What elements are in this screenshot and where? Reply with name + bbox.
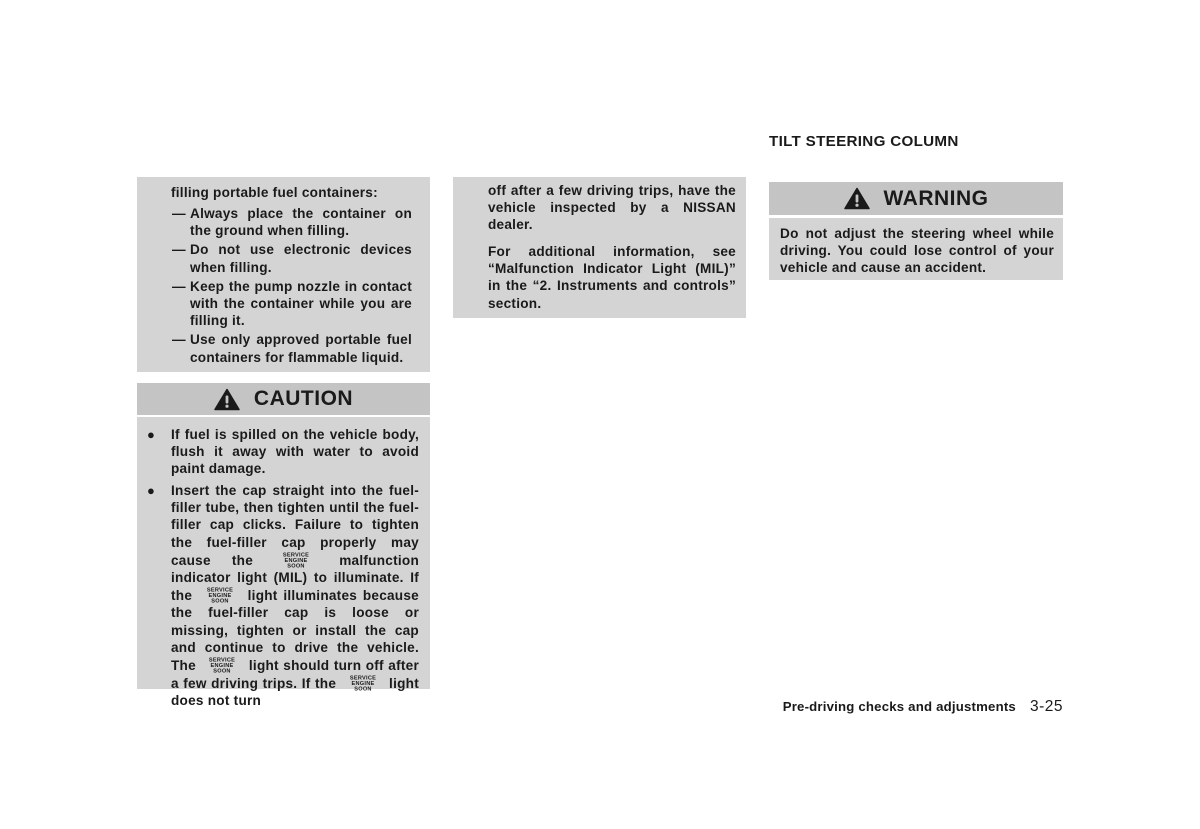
caution-bullet <box>147 426 419 478</box>
warning-body <box>769 218 1063 280</box>
fuel-container-box <box>137 177 430 372</box>
caution-bullet-text-part: light should turn off after a few driving trips. If the <box>171 658 420 692</box>
dash-marker: — <box>172 206 186 221</box>
svg-text:SOON: SOON <box>211 598 229 605</box>
svg-text:ENGINE: ENGINE <box>284 557 308 564</box>
box-lead-text: filling portable fuel containers: <box>171 185 378 200</box>
page-footer <box>700 698 1063 716</box>
caution-bullet-text-part: light does not turn <box>171 676 419 709</box>
bullet-dot: ● <box>147 427 156 442</box>
service-engine-soon-icon <box>202 656 242 674</box>
continued-paragraph: off after a few driving trips, have the vehicle inspected by a NISSAN dealer. <box>488 183 736 233</box>
list-item-text: Use only approved portable fuel containers for flammable liquid. <box>190 332 412 365</box>
footer-section-name: Pre-driving checks and adjustments <box>782 699 1016 714</box>
page-number: 3-25 <box>1029 698 1063 715</box>
service-engine-soon-icon <box>200 586 240 604</box>
svg-text:SERVICE: SERVICE <box>349 675 376 682</box>
caution-bullet-text: If fuel is spilled on the vehicle body, flush it away with water to avoid paint damage. <box>171 427 419 477</box>
svg-text:SOON: SOON <box>287 563 305 570</box>
caution-bullet <box>147 482 420 710</box>
bullet-dot: ● <box>147 483 156 498</box>
dash-marker: — <box>172 332 186 348</box>
warning-header <box>769 182 1063 215</box>
warning-text: Do not adjust the steering wheel while driving. You could lose control of your vehicle and cause an accident. <box>780 226 1054 276</box>
service-engine-soon-icon <box>276 551 316 569</box>
list-item <box>172 278 412 330</box>
caution-bullet-text-part: Insert the cap straight into the fuel-filler tube, then tighten until the fuel-filler cap clicks. Failure to tighten the fuel-filler cap properly may cause the <box>171 483 419 568</box>
caution-title: CAUTION <box>253 387 354 410</box>
caution-header <box>137 383 430 415</box>
continued-caution-box <box>453 177 746 318</box>
svg-text:ENGINE: ENGINE <box>351 681 375 688</box>
list-item-text: Do not use electronic devices when filling. <box>190 242 412 275</box>
section-title: TILT STEERING COLUMN <box>769 133 959 150</box>
list-item <box>172 241 412 275</box>
svg-text:ENGINE: ENGINE <box>208 593 232 600</box>
warning-triangle-icon <box>844 187 870 210</box>
caution-body <box>137 417 430 709</box>
list-item <box>172 331 412 365</box>
dash-marker: — <box>172 242 186 258</box>
svg-text:SOON: SOON <box>353 686 372 693</box>
svg-text:SERVICE: SERVICE <box>283 552 310 559</box>
warning-title: WARNING <box>883 186 989 210</box>
dash-list <box>172 205 412 368</box>
list-item <box>172 205 412 239</box>
reference-paragraph: For additional information, see “Malfunction Indicator Light (MIL)” in the “2. Instruments and controls” section. <box>488 244 736 311</box>
caution-bullet-text-part: malfunction indicator light (MIL) to illuminate. If the <box>171 552 419 604</box>
warning-triangle-icon <box>214 388 240 411</box>
list-item-text: Keep the pump nozzle in contact with the container while you are filling it. <box>190 278 412 329</box>
dash-marker: — <box>172 278 186 294</box>
caution-bullet-text-part: light illuminates because the fuel-filler cap is loose or missing, tighten or install the cap and continue to drive the vehicle. The <box>171 588 419 674</box>
list-item-text: Always place the container on the ground when filling. <box>190 206 412 239</box>
service-engine-soon-icon <box>343 674 383 692</box>
svg-text:ENGINE: ENGINE <box>210 663 234 670</box>
svg-text:SOON: SOON <box>213 668 232 675</box>
svg-text:SERVICE: SERVICE <box>206 587 233 594</box>
svg-text:SERVICE: SERVICE <box>209 657 236 664</box>
